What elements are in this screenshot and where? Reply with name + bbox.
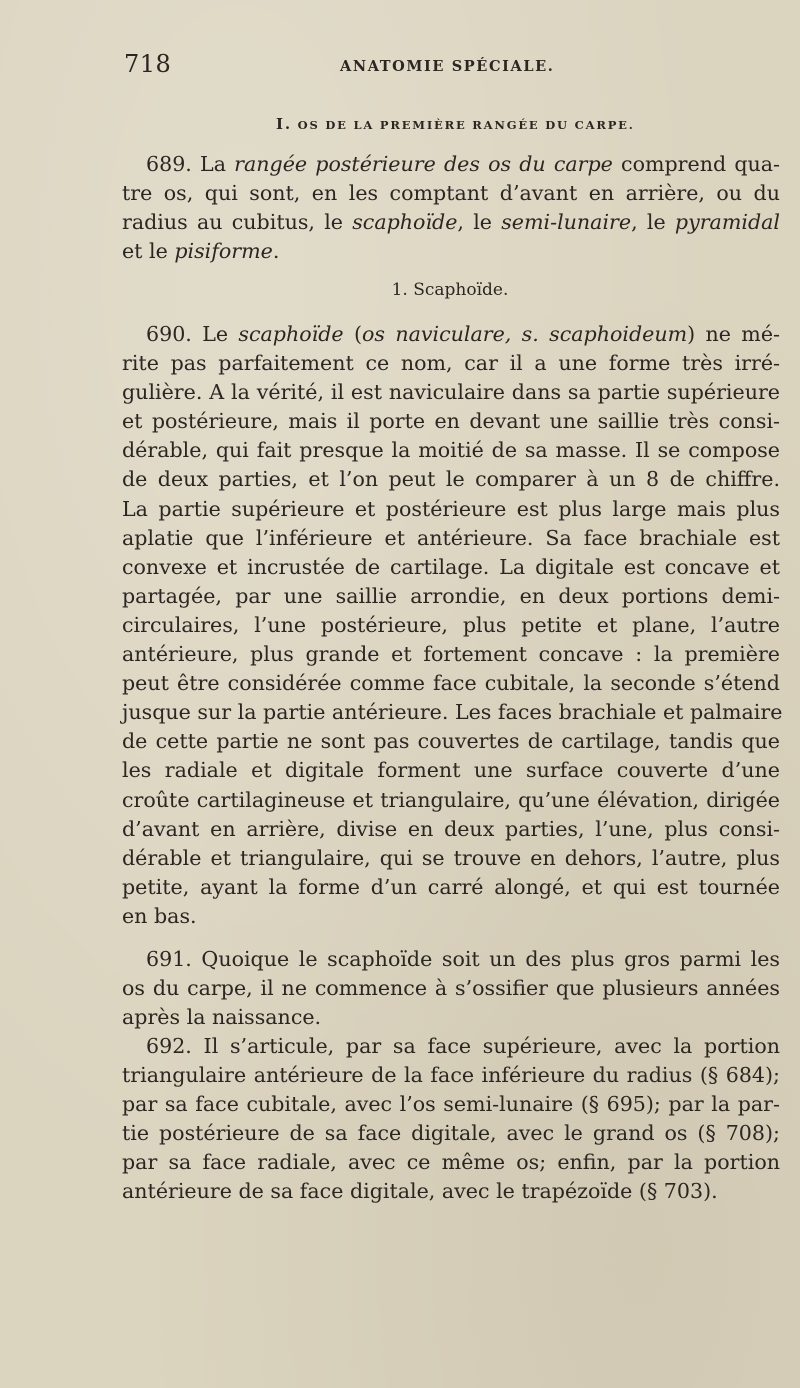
text-line: de cette partie ne sont pas couvertes de cartilage, tandis que (122, 729, 780, 754)
paragraph-690 (122, 320, 783, 931)
text-line: partagée, par une saillie arrondie, en deux portions demi- (122, 583, 780, 608)
text-line: circulaires, l’une postérieure, plus petite et plane, l’autre (122, 612, 780, 637)
text-line: d’avant en arrière, divise en deux parties, l’une, plus consi- (122, 816, 780, 841)
text-line: aplatie que l’inférieure et antérieure. Sa face brachiale est (122, 525, 780, 550)
text-line: 692. Il s’articule, par sa face supérieure, avec la portion (146, 1034, 780, 1058)
text-line: convexe et incrustée de cartilage. La digitale est concave et (122, 554, 780, 579)
section-title: OS DE LA PREMIÈRE RANGÉE DU CARPE. (297, 118, 635, 132)
text-line: par sa face radiale, avec ce même os; enfin, par la portion (122, 1150, 780, 1175)
text-line: gulière. A la vérité, il est naviculaire dans sa partie supérieure (122, 380, 780, 405)
running-head: ANATOMIE SPÉCIALE. (340, 58, 555, 75)
text-line: triangulaire antérieure de la face inférieure du radius (§ 684); (122, 1063, 780, 1088)
text-line: en bas. (122, 903, 197, 928)
text-line: radius au cubitus, le scaphoïde, le semi-lunaire, le pyramidal (122, 210, 780, 235)
text-line: rite pas parfaitement ce nom, car il a une forme très irré- (122, 351, 780, 376)
text-line: dérable, qui fait presque la moitié de sa masse. Il se compose (122, 438, 780, 463)
paragraph-692 (122, 1032, 780, 1207)
section-numeral: I. (276, 115, 292, 133)
text-line: après la naissance. (122, 1005, 322, 1030)
text-line: La partie supérieure et postérieure est plus large mais plus (122, 496, 780, 521)
text-line: 690. Le scaphoïde (os naviculare, s. scaphoideum) ne mé- (146, 322, 780, 346)
text-line: croûte cartilagineuse et triangulaire, qu’une élévation, dirigée (122, 787, 780, 812)
text-line: et le pisiforme. (122, 239, 280, 264)
text-line: 689. La rangée postérieure des os du carpe comprend qua- (146, 152, 781, 176)
text-line: antérieure, plus grande et fortement concave : la première (122, 642, 780, 667)
page-number: 718 (124, 50, 172, 78)
text-line: dérable et triangulaire, qui se trouve en dehors, l’autre, plus (122, 845, 780, 870)
text-line: et postérieure, mais il porte en devant une saillie très consi- (122, 409, 780, 434)
paragraph-689 (122, 150, 780, 266)
text-line: tre os, qui sont, en les comptant d’avant en arrière, ou du (122, 181, 780, 206)
text-line: antérieure de sa face digitale, avec le trapézoïde (§ 703). (122, 1179, 718, 1204)
text-line: os du carpe, il ne commence à s’ossifier que plusieurs années (122, 976, 780, 1001)
section-heading (276, 115, 635, 133)
subheading-scaphoide: 1. Scaphoïde. (391, 280, 509, 300)
text-line: tie postérieure de sa face digitale, avec le grand os (§ 708); (122, 1121, 780, 1146)
text-line: de deux parties, et l’on peut le comparer à un 8 de chiffre. (122, 467, 780, 492)
text-line: jusque sur la partie antérieure. Les faces brachiale et palmaire (122, 700, 783, 725)
text-line: par sa face cubitale, avec l’os semi-lunaire (§ 695); par la par- (122, 1092, 780, 1117)
text-line: 691. Quoique le scaphoïde soit un des plus gros parmi les (146, 947, 780, 971)
text-line: peut être considérée comme face cubitale, la seconde s’étend (122, 671, 780, 696)
paragraph-691 (122, 945, 780, 1032)
text-line: petite, ayant la forme d’un carré alongé, et qui est tournée (122, 874, 780, 899)
text-line: les radiale et digitale forment une surface couverte d’une (122, 758, 780, 783)
